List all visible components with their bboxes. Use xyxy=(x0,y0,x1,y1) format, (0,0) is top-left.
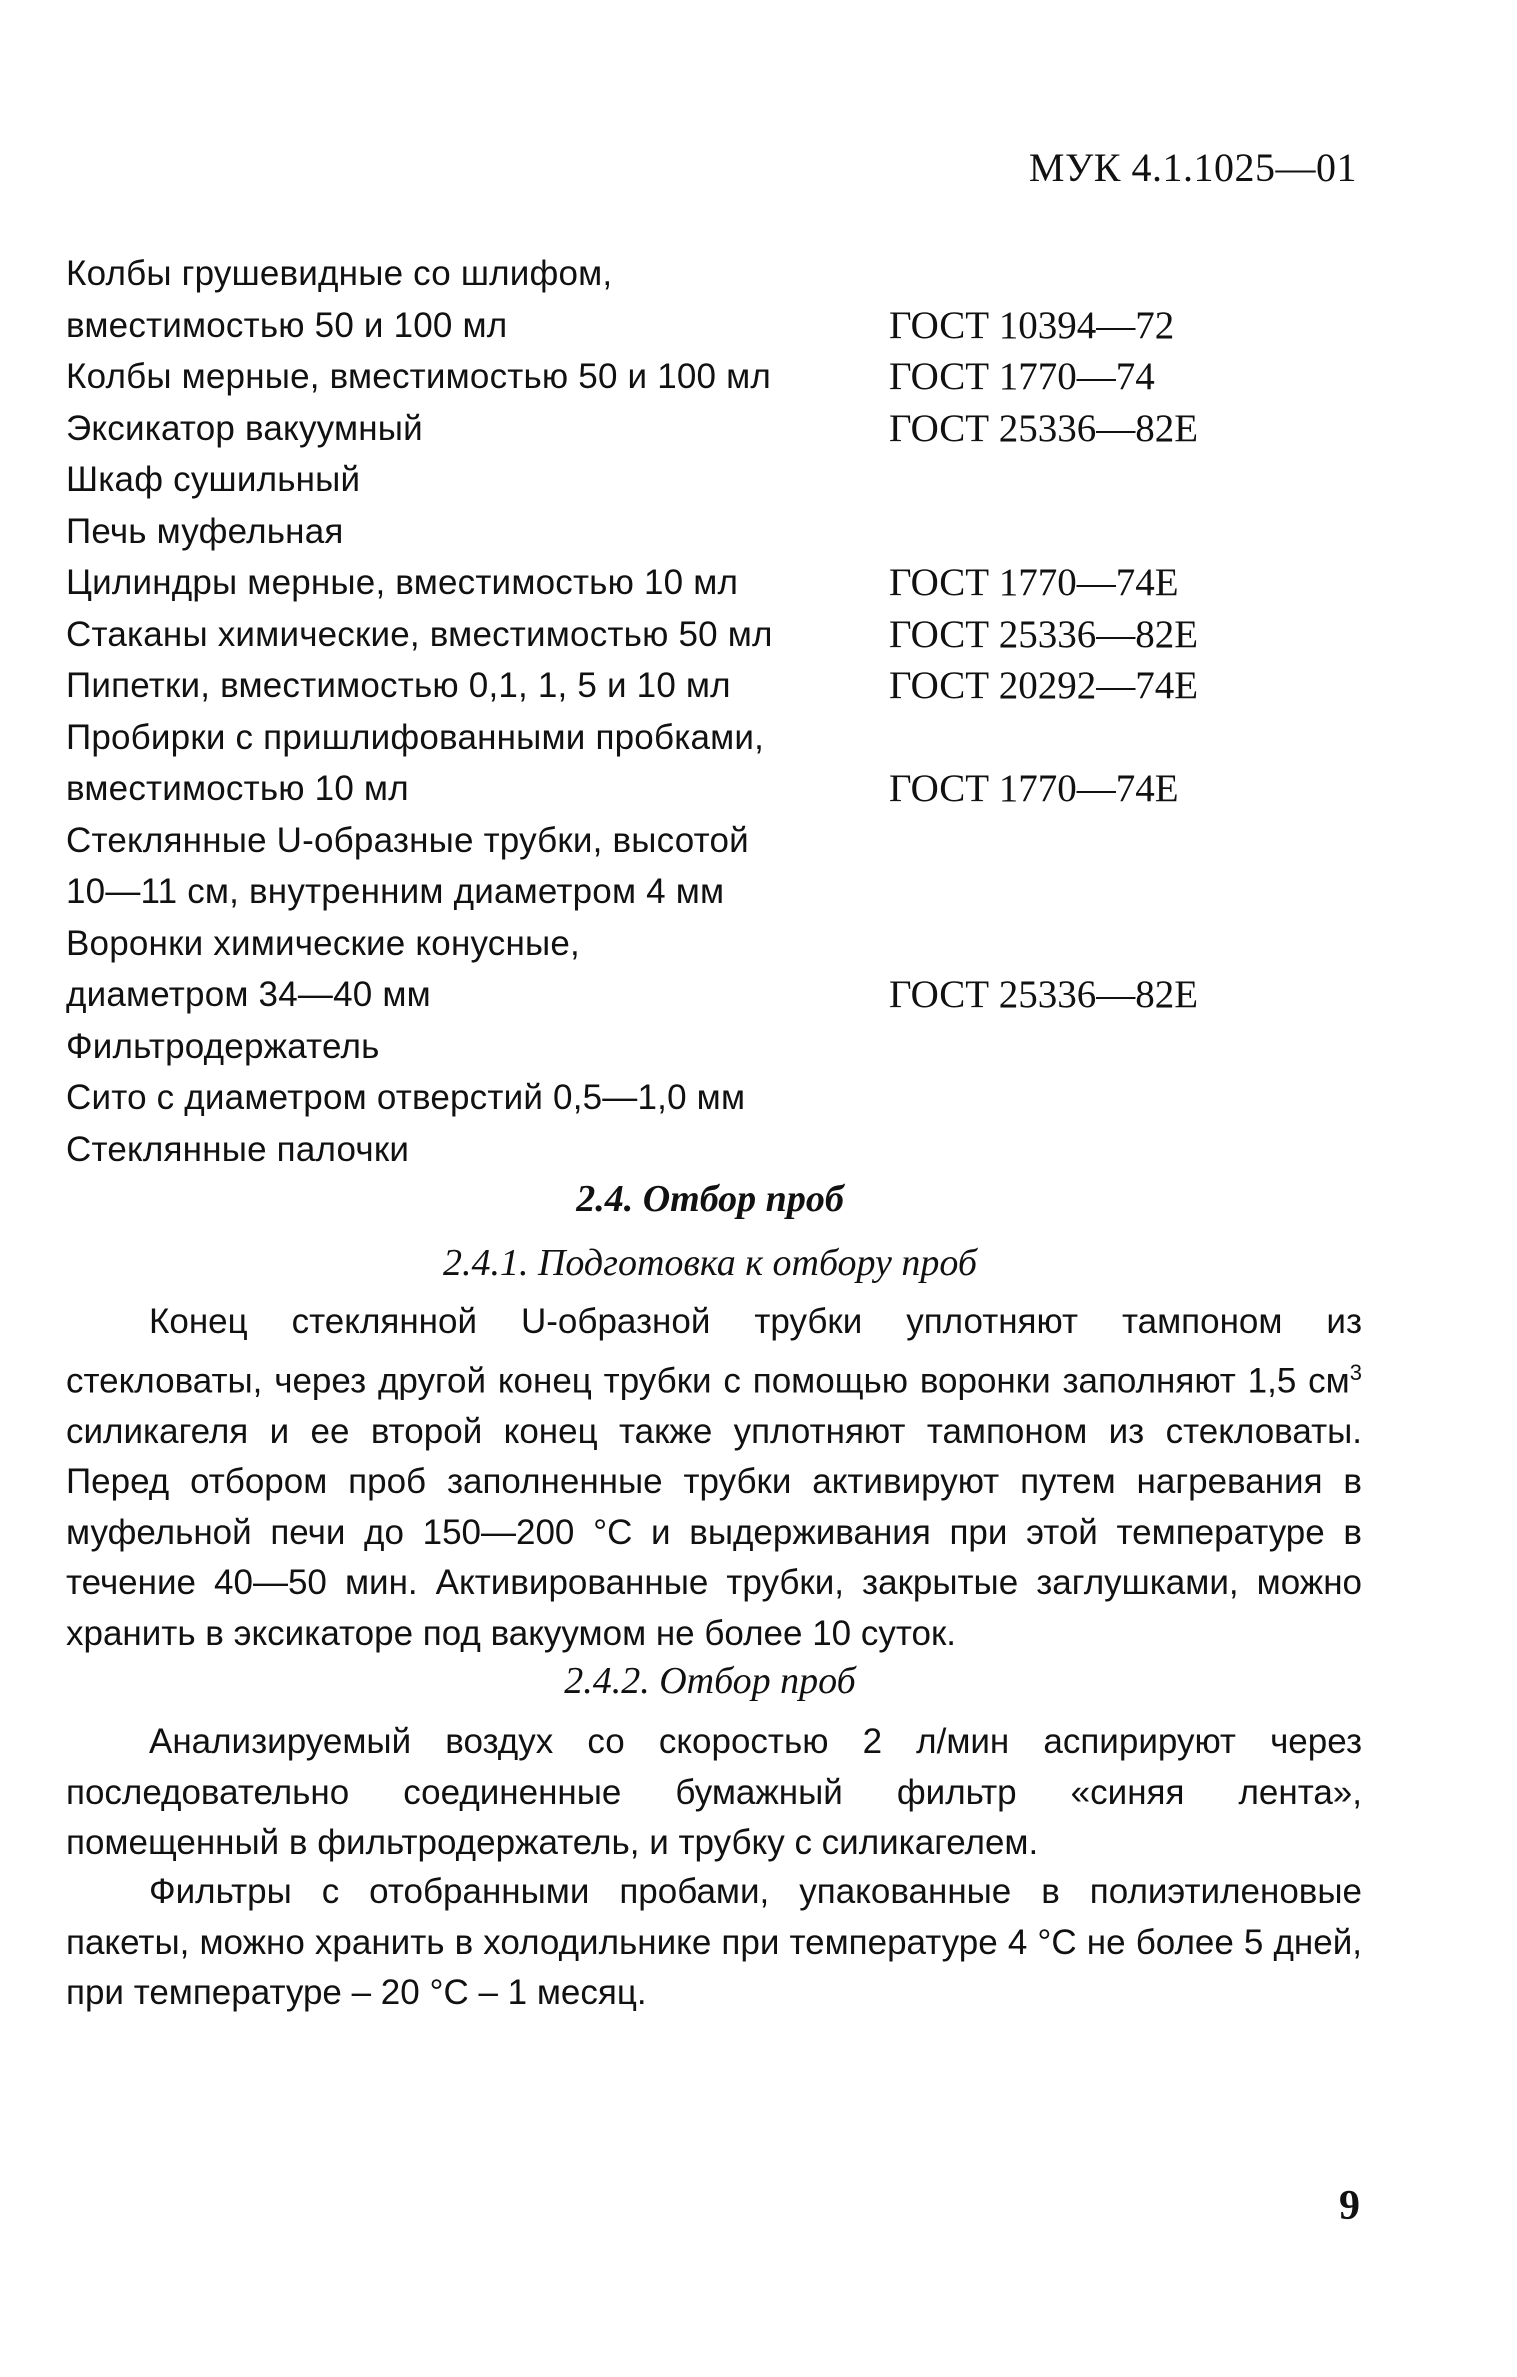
equipment-row xyxy=(66,763,1366,815)
equipment-name: диаметром 34—40 мм xyxy=(66,975,431,1014)
equipment-standard: ГОСТ 25336—82Е xyxy=(889,612,1199,656)
equipment-name: Колбы мерные, вместимостью 50 и 100 мл xyxy=(66,357,772,396)
equipment-standard: ГОСТ 20292—74Е xyxy=(889,664,1199,707)
equipment-name: Пипетки, вместимостью 0,1, 1, 5 и 10 мл xyxy=(66,666,731,705)
equipment-row xyxy=(66,866,1366,918)
equipment-row xyxy=(66,918,1366,970)
equipment-row xyxy=(66,815,1366,867)
equipment-name: Сито с диаметром отверстий 0,5—1,0 мм xyxy=(66,1078,746,1117)
preparation-text-start: Конец стеклянной U-образной трубки уплотняют тампоном из стекловаты, через другой конец трубки с помощью воронки заполняют 1,5 см xyxy=(66,1302,1362,1401)
equipment-standard: ГОСТ 10394—72 xyxy=(889,303,1175,347)
section-title: 2.4. Отбор проб xyxy=(576,1178,844,1220)
equipment-name: Стеклянные палочки xyxy=(66,1129,410,1169)
document-code: МУК 4.1.1025—01 xyxy=(1028,145,1357,190)
equipment-row xyxy=(66,712,1366,764)
equipment-row xyxy=(66,609,1366,661)
equipment-name: Фильтродержатель xyxy=(66,1026,380,1066)
equipment-row xyxy=(66,351,1366,403)
equipment-row xyxy=(66,557,1366,609)
storage-paragraph: Фильтры с отобранными пробами, упакованные в полиэтиленовые пакеты, можно хранить в холодильнике при температуре 4 °С не более 5 дней, при температуре – 20 °С – 1 месяц. xyxy=(66,1872,1362,2012)
equipment-name: 10—11 см, внутренним диаметром 4 мм xyxy=(66,872,725,911)
equipment-standard: ГОСТ 25336—82Е xyxy=(889,973,1199,1016)
equipment-row xyxy=(66,969,1366,1021)
equipment-standard: ГОСТ 1770—74 xyxy=(889,355,1155,398)
equipment-row xyxy=(66,454,1366,506)
equipment-name: Воронки химические конусные, xyxy=(66,923,580,963)
subsection-title-preparation: 2.4.1. Подготовка к отбору проб xyxy=(442,1242,978,1284)
sampling-paragraph: Анализируемый воздух со скоростью 2 л/мин аспирируют через последовательно соединенные бумажный фильтр «синяя лента», помещенный в фильтродержатель, и трубку с силикагелем. xyxy=(66,1722,1362,1862)
equipment-name: Эксикатор вакуумный xyxy=(66,408,423,448)
page-number: 9 xyxy=(1339,2183,1360,2229)
equipment-name: вместимостью 10 мл xyxy=(66,769,409,808)
superscript-cubic: 3 xyxy=(1349,1359,1362,1385)
equipment-row xyxy=(66,403,1366,455)
equipment-name: Стаканы химические, вместимостью 50 мл xyxy=(66,614,773,654)
preparation-paragraph xyxy=(66,1297,1362,1659)
equipment-standard: ГОСТ 25336—82Е xyxy=(889,406,1199,450)
subsection-title-sampling: 2.4.2. Отбор проб xyxy=(564,1660,856,1702)
equipment-name: Шкаф сушильный xyxy=(66,460,361,499)
equipment-row xyxy=(66,248,1366,300)
equipment-row xyxy=(66,300,1366,352)
equipment-row xyxy=(66,660,1366,712)
equipment-name: Стеклянные U-образные трубки, высотой xyxy=(66,820,749,860)
preparation-text-end: силикагеля и ее второй конец также уплотняют тампоном из стекловаты. Перед отбором проб заполненные трубки активируют путем нагревания в муфельной печи до 150—200 °С и выдерживания при этой температуре в течение 40—50 мин. Активированные трубки, закрытые заглушками, можно хранить в эксикаторе под вакуумом не более 10 суток. xyxy=(66,1411,1362,1653)
equipment-name: Пробирки с пришлифованными пробками, xyxy=(66,717,765,757)
equipment-name: Колбы грушевидные со шлифом, xyxy=(66,254,613,293)
equipment-standard: ГОСТ 1770—74Е xyxy=(889,767,1179,810)
equipment-row xyxy=(66,1124,1366,1176)
equipment-name: Цилиндры мерные, вместимостью 10 мл xyxy=(66,563,739,602)
equipment-list xyxy=(66,248,1366,1175)
equipment-name: вместимостью 50 и 100 мл xyxy=(66,305,508,345)
equipment-name: Печь муфельная xyxy=(66,511,344,551)
equipment-row xyxy=(66,1021,1366,1073)
equipment-row xyxy=(66,1072,1366,1124)
equipment-row xyxy=(66,506,1366,558)
equipment-standard: ГОСТ 1770—74Е xyxy=(889,561,1179,604)
